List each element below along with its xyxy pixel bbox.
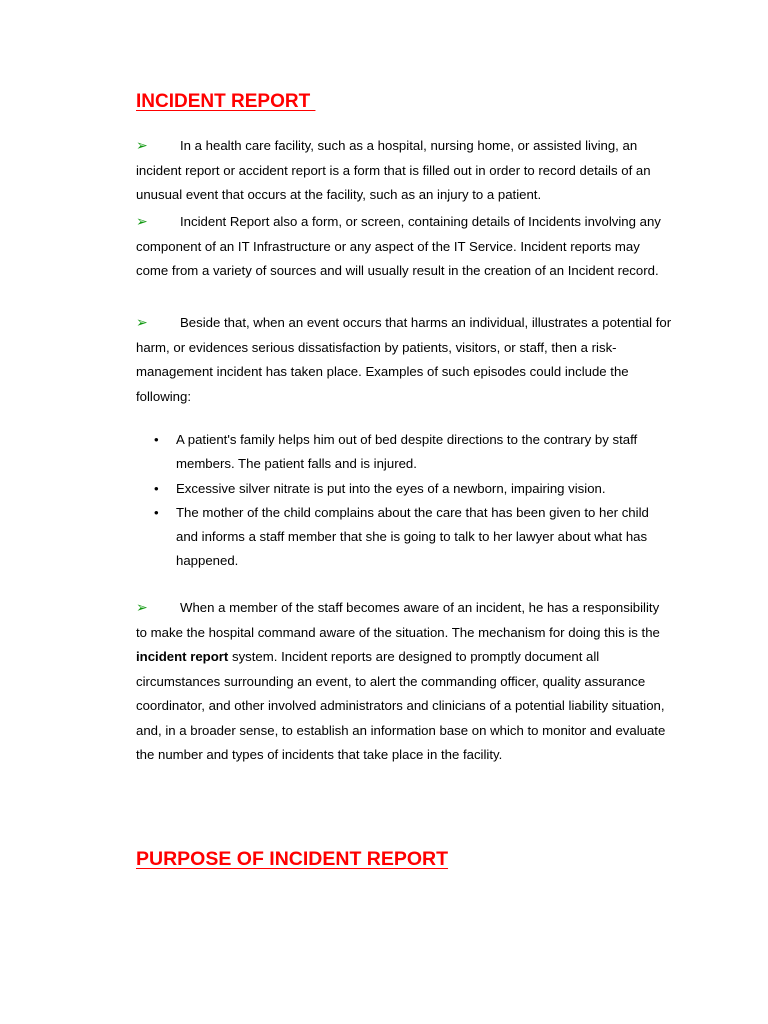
list-item bbox=[136, 428, 672, 476]
section-heading: PURPOSE OF INCIDENT REPORT bbox=[136, 848, 449, 870]
list-item bbox=[136, 477, 672, 501]
bold-term: incident report bbox=[136, 649, 229, 664]
paragraph-definition-healthcare bbox=[136, 133, 672, 208]
arrow-bullet-icon: ➢ bbox=[136, 314, 148, 330]
arrow-bullet-icon: ➢ bbox=[136, 599, 148, 615]
examples-list bbox=[136, 428, 672, 574]
bullet-icon: • bbox=[154, 505, 159, 521]
bullet-icon: • bbox=[154, 432, 159, 447]
list-item-text: Excessive silver nitrate is put into the eyes of a newborn, impairing vision. bbox=[176, 480, 606, 496]
paragraph-reporting-mechanism bbox=[136, 595, 672, 768]
paragraph-text: Beside that, when an event occurs that harms an individual, illustrates a potential for harm, or evidences serious dissatisfaction by patients, visitors, or staff, then a risk-management incident has taken place. Examples of such episodes could include the following: bbox=[136, 315, 672, 404]
paragraph-risk-management bbox=[136, 310, 672, 409]
list-item-text: A patient's family helps him out of bed despite directions to the contrary by staff members. The patient falls and is injured. bbox=[176, 432, 638, 471]
paragraph-text: In a health care facility, such as a hospital, nursing home, or assisted living, an incident report or accident report is a form that is filled out in order to record details of an unusual event that occurs at the facility, such as an injury to a patient. bbox=[136, 138, 651, 202]
page-title: INCIDENT REPORT bbox=[136, 91, 316, 112]
list-item-text: The mother of the child complains about the care that has been given to her child and informs a staff member that she is going to talk to her lawyer about what has happened. bbox=[176, 505, 649, 568]
bullet-icon: • bbox=[154, 480, 159, 496]
arrow-bullet-icon: ➢ bbox=[136, 137, 148, 153]
paragraph-text: Incident Report also a form, or screen, containing details of Incidents involving any component of an IT Infrastructure or any aspect of the IT Service. Incident reports may come from a variety of sources and will usually result in the creation of an Incident record. bbox=[136, 214, 661, 278]
arrow-bullet-icon: ➢ bbox=[136, 213, 148, 229]
paragraph-text-before: When a member of the staff becomes aware of an incident, he has a responsibility to make the hospital command aware of the situation. The mechanism for doing this is the bbox=[136, 600, 660, 640]
list-item bbox=[136, 501, 672, 572]
paragraph-text-after: system. Incident reports are designed to promptly document all circumstances surrounding an event, to alert the commanding officer, quality assurance coordinator, and other involved administrators and clinicians of a potential liability situation, and, in a broader sense, to establish an information base on which to monitor and evaluate the number and types of incidents that take place in the facility. bbox=[136, 649, 666, 762]
paragraph-definition-it bbox=[136, 209, 672, 284]
